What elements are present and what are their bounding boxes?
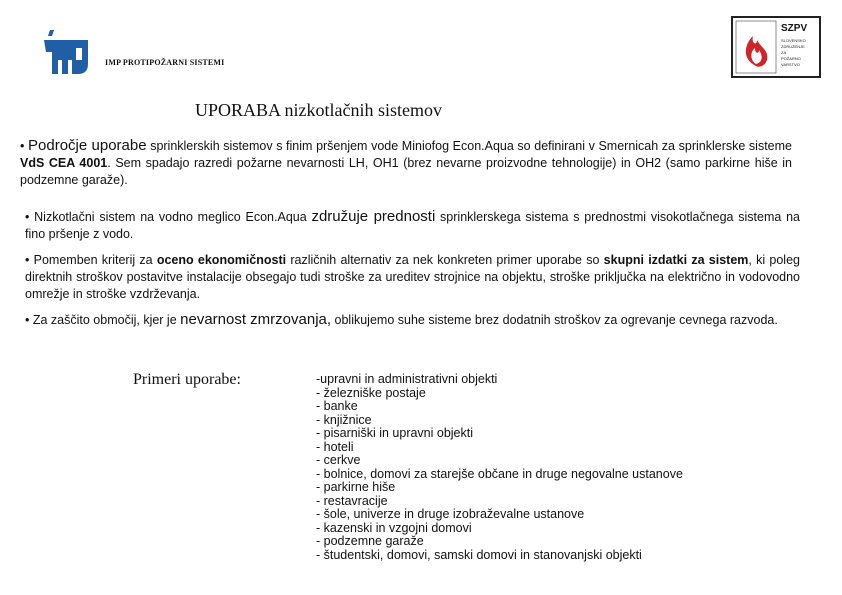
company-name: IMP PROTIPOŽARNI SISTEMI [105,58,225,67]
list-item: - študentski, domovi, samski domovi in stanovanjski objekti [316,547,642,562]
paragraph-area-of-use [20,137,792,189]
paragraph-freezing [25,311,800,329]
examples-list [316,373,786,562]
list-item: - šole, univerze in druge izobraževalne ustanove [316,507,585,521]
list-item: - bolnice, domovi za starejše občane in druge negovalne ustanove [316,466,683,481]
bullet: • [20,139,25,153]
imp-logo [42,30,90,76]
logo-right-label: SZPV [781,23,808,34]
emphasis-text: nevarnost zmrzovanja, [180,311,332,328]
list-item: - podzemne garaže [316,534,424,548]
examples-label: Primeri uporabe: [133,371,241,388]
emphasis-text: skupni izdatki za sistem [603,253,749,267]
lead-text: Področje uporabe [28,137,147,154]
paragraph-advantages [25,208,800,243]
list-item: - banke [316,399,358,413]
body-text: oblikujemo suhe sisteme brez dodatnih stroškov za ogrevanje cevnega razvoda. [331,313,778,327]
svg-text:SLOVENSKO: SLOVENSKO [781,38,806,43]
list-item: - pisarniški in upravni objekti [316,426,474,440]
list-item: - knjižnice [316,412,372,427]
svg-text:ZDRUŽENJE: ZDRUŽENJE [781,44,805,49]
body-text: , ki poleg direktnih stroškov postavitve instalacije obsegajo tudi stroške za ureditev strojnice na objektu, stroške priključka na električno in vodovodno omrežje in stroške vzdrževanja. [25,253,800,301]
szpv-logo [731,16,821,78]
list-item: - parkirne hiše [316,480,396,494]
list-item: - cerkve [316,453,361,467]
emphasis-text: združuje prednosti [311,208,436,225]
svg-text:VARSTVO: VARSTVO [781,62,800,67]
svg-text:ZA: ZA [781,50,787,55]
body-text: sprinklerskega sistema s prednostmi visokotlačnega sistema na fino pršenje z vodo. [25,210,800,241]
body-text: Za zaščito območij, kjer je [29,313,181,327]
page-title: UPORABA nizkotlačnih sistemov [195,100,442,120]
list-item: - kazenski in vzgojni domovi [316,520,472,535]
body-text: . Sem spadajo razredi požarne nevarnosti LH, OH1 (brez nevarne proizvodne tehnologije) in OH2 (samo parkirne hiše in podzemne garaže). [20,156,792,187]
list-item: - železniške postaje [316,385,426,400]
body-text: različnih alternativ za nek konkreten primer uporabe so [286,253,604,267]
paragraph-economy [25,252,800,303]
body-text: sprinklerskih sistemov s finim pršenjem vode Miniofog Econ.Aqua so definirani v Smernicah za sprinklerske sisteme [146,139,792,153]
standard-name: VdS CEA 4001 [20,156,108,170]
list-item: - hoteli [316,439,354,454]
bullet: • [25,210,30,224]
bullet: • [25,313,30,327]
bullet: • [25,253,30,267]
list-item: - restavracije [316,493,388,508]
svg-text:POŽARNO: POŽARNO [781,56,801,61]
body-text: Pomemben kriterij za [29,253,157,267]
emphasis-text: oceno ekonomičnosti [156,253,287,267]
list-item: -upravni in administrativni objekti [316,372,498,386]
body-text: Nizkotlačni sistem na vodno meglico Econ.Aqua [29,210,312,224]
